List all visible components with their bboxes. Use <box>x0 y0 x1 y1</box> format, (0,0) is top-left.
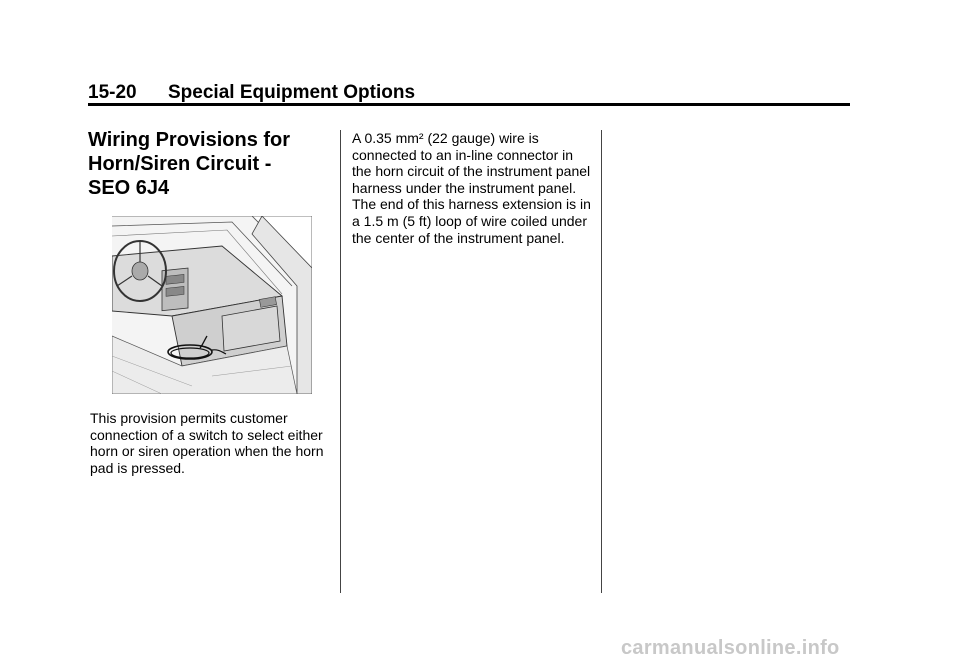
provision-description: This provision permits customer connection of a switch to select either horn or siren operation when the horn pad is pressed. <box>90 410 324 476</box>
dashboard-wiring-illustration <box>112 216 312 394</box>
section-title-line: Wiring Provisions for <box>88 129 291 151</box>
header-rule <box>88 103 850 106</box>
section-title-line: Horn/Siren Circuit - <box>88 153 272 175</box>
column-divider <box>601 130 602 593</box>
section-title-line: SEO 6J4 <box>88 177 170 199</box>
header-section-title: Special Equipment Options <box>168 82 416 103</box>
watermark: carmanualsonline.info <box>621 637 840 659</box>
wire-description: A 0.35 mm² (22 gauge) wire is connected to an in-line connector in the horn circuit of the instrument panel harness under the instrument panel. The end of this harness extension is in a 1.5 m (5 ft) loop of wire coiled under the center of the instrument panel. <box>352 130 591 246</box>
section-title <box>88 128 333 200</box>
column-divider <box>340 130 341 593</box>
page-number: 15-20 <box>88 82 137 103</box>
page-header <box>88 82 415 104</box>
